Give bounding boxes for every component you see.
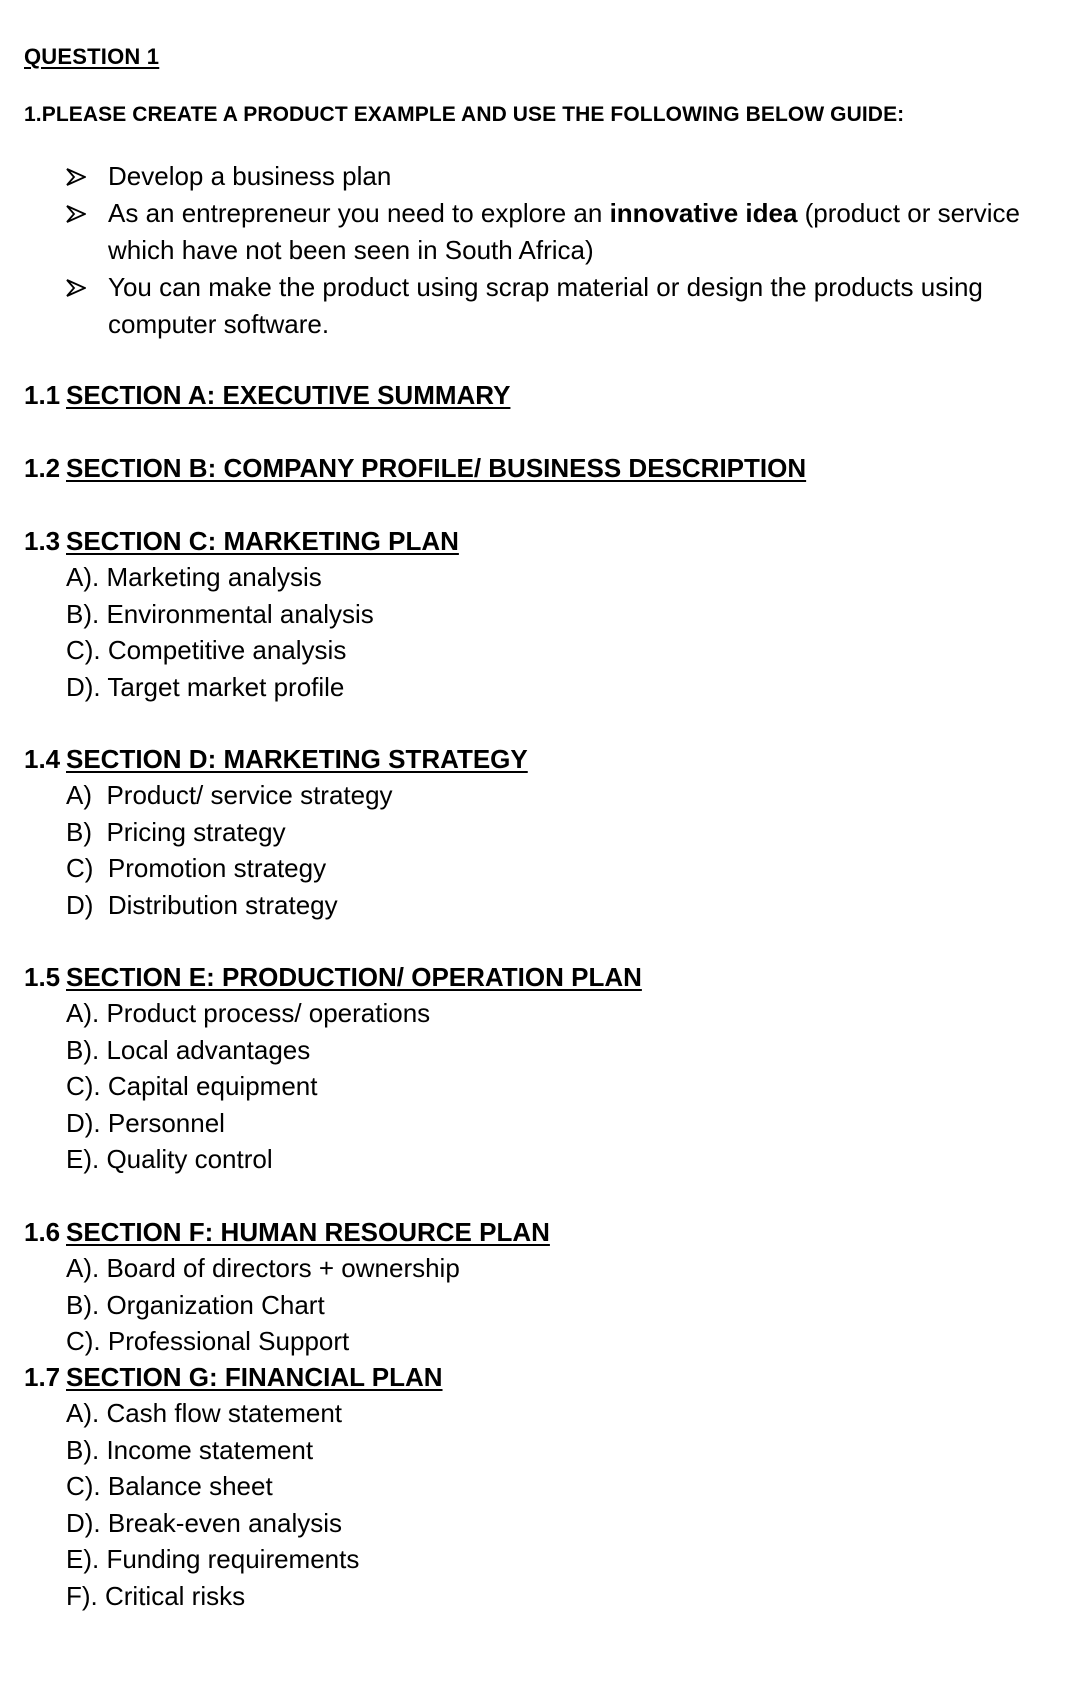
list-item: C). Balance sheet <box>66 1471 273 1502</box>
list-item: C). Competitive analysis <box>66 635 347 666</box>
section-number: 1.1 <box>24 380 61 410</box>
instruction-heading: 1.PLEASE CREATE A PRODUCT EXAMPLE AND USE THE FOLLOWING BELOW GUIDE: <box>24 103 905 126</box>
arrowhead-bullet-icon <box>66 269 96 306</box>
question-title: QUESTION 1 <box>24 44 160 69</box>
section-heading <box>24 1359 443 1395</box>
section-number: 1.3 <box>24 526 61 556</box>
section-number: 1.5 <box>24 962 61 992</box>
guide-item-text: Develop a business plan <box>108 161 392 191</box>
section-item-list <box>66 995 642 1178</box>
section-item-list <box>66 1250 550 1360</box>
list-item: C). Professional Support <box>66 1326 350 1357</box>
list-item: A). Board of directors + ownership <box>66 1253 460 1283</box>
section-number: 1.2 <box>24 453 61 483</box>
section-item-list <box>66 1395 443 1615</box>
list-item: E). Quality control <box>66 1144 273 1175</box>
section-item-list <box>66 559 459 705</box>
guide-item-text: (product or service which have not been seen in South Africa) <box>108 198 1020 265</box>
arrowhead-bullet-icon <box>66 195 96 232</box>
section-number: 1.7 <box>24 1362 61 1392</box>
list-item: A) Product/ service strategy <box>66 780 393 810</box>
section-f <box>24 1214 550 1360</box>
section-heading <box>24 959 642 995</box>
section-title: SECTION D: MARKETING STRATEGY <box>66 744 528 774</box>
section-title: SECTION A: EXECUTIVE SUMMARY <box>66 380 511 410</box>
guide-item-business-plan <box>66 158 1056 195</box>
arrowhead-bullet-icon <box>66 158 96 195</box>
guide-list <box>66 158 1056 343</box>
section-heading <box>24 377 510 413</box>
list-item: B). Local advantages <box>66 1034 311 1065</box>
section-title: SECTION F: HUMAN RESOURCE PLAN <box>66 1217 550 1247</box>
section-title: SECTION B: COMPANY PROFILE/ BUSINESS DESCRIPTION <box>66 453 807 483</box>
list-item: C) Promotion strategy <box>66 853 327 884</box>
section-title: SECTION G: FINANCIAL PLAN <box>66 1362 443 1392</box>
list-item: C). Capital equipment <box>66 1071 318 1102</box>
section-heading <box>24 523 459 559</box>
list-item: A). Product process/ operations <box>66 998 431 1028</box>
section-e <box>24 959 642 1178</box>
list-item: B) Pricing strategy <box>66 816 286 847</box>
section-title: SECTION E: PRODUCTION/ OPERATION PLAN <box>66 962 642 992</box>
section-heading <box>24 450 806 486</box>
guide-item-text: As an entrepreneur you need to explore an <box>108 198 610 228</box>
section-c <box>24 523 459 705</box>
list-item: F). Critical risks <box>66 1580 246 1611</box>
guide-item-innovative-idea <box>66 195 1056 269</box>
guide-item-scrap-material <box>66 269 1056 343</box>
guide-item-text: You can make the product using scrap material or design the products using computer software. <box>108 272 983 339</box>
list-item: B). Income statement <box>66 1434 314 1465</box>
section-b <box>24 450 806 486</box>
section-number: 1.6 <box>24 1217 61 1247</box>
list-item: B). Environmental analysis <box>66 598 374 629</box>
list-item: D). Target market profile <box>66 671 345 702</box>
section-title: SECTION C: MARKETING PLAN <box>66 526 459 556</box>
list-item: E). Funding requirements <box>66 1544 360 1575</box>
emphasis-text: innovative idea <box>609 198 798 228</box>
list-item: B). Organization Chart <box>66 1289 325 1320</box>
section-number: 1.4 <box>24 744 61 774</box>
section-item-list <box>66 777 528 923</box>
section-a <box>24 377 510 413</box>
section-d <box>24 741 528 923</box>
list-item: D) Distribution strategy <box>66 889 338 920</box>
section-g <box>24 1359 443 1615</box>
list-item: D). Break-even analysis <box>66 1507 342 1538</box>
section-heading <box>24 1214 550 1250</box>
list-item: A). Marketing analysis <box>66 562 322 592</box>
section-heading <box>24 741 528 777</box>
list-item: A). Cash flow statement <box>66 1398 342 1428</box>
list-item: D). Personnel <box>66 1107 225 1138</box>
